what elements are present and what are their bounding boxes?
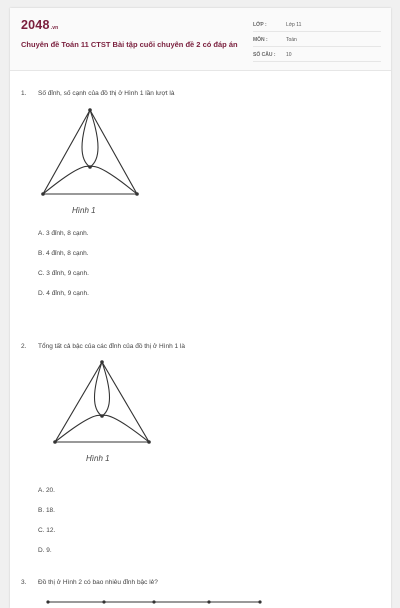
graph-figure-3-partial [44,594,264,608]
graph-vertex [102,600,105,603]
document-title: Chuyên đề Toán 11 CTST Bài tập cuối chuyên đề 2 có đáp án [21,40,238,49]
question-number: 1. [21,90,27,97]
answer-option[interactable]: D. 9. [38,547,52,554]
answer-option[interactable]: D. 4 đỉnh, 9 cạnh. [38,290,89,297]
worksheet-page [10,8,391,608]
graph-vertex [258,600,261,603]
answer-option[interactable]: B. 4 đỉnh, 8 cạnh. [38,250,89,257]
triangle-edges [55,362,149,442]
graph-vertex [46,600,49,603]
meta-value: Lớp 11 [286,22,302,28]
answer-option[interactable]: A. 20. [38,487,55,494]
meta-row-grade [253,18,381,32]
graph-vertex [135,192,139,196]
question-number: 3. [21,579,27,586]
figure-caption: Hình 1 [86,454,110,463]
meta-row-subject [253,33,381,47]
question-text: Đồ thị ở Hình 2 có bao nhiêu đỉnh bậc lẻ? [38,579,158,586]
lens-edges [82,110,98,167]
arc-edges [55,415,149,442]
graph-vertex [53,440,57,444]
meta-row-count [253,48,381,62]
graph-figure-2 [50,358,155,448]
figure-caption: Hình 1 [72,206,96,215]
arc-edges [43,166,137,194]
answer-option[interactable]: A. 3 đỉnh, 8 cạnh. [38,230,89,237]
answer-option[interactable]: C. 3 đỉnh, 9 cạnh. [38,270,89,277]
meta-key: SỐ CÂU : [253,52,276,58]
question-text: Số đỉnh, số cạnh của đồ thị ở Hình 1 lần lượt là [38,90,175,97]
site-logo[interactable]: 2048.vn [21,18,59,32]
answer-option[interactable]: B. 18. [38,507,55,514]
meta-value: 10 [286,52,292,58]
graph-vertex [147,440,151,444]
triangle-edges [43,110,137,194]
graph-vertex [152,600,155,603]
answer-option[interactable]: C. 12. [38,527,56,534]
graph-vertex [207,600,210,603]
graph-vertex [88,108,92,112]
graph-vertex [100,414,104,418]
meta-key: MÔN : [253,37,268,43]
question-number: 2. [21,343,27,350]
graph-vertex [88,165,92,169]
graph-figure-1 [38,106,143,200]
page-header [10,8,391,71]
meta-value: Toán [286,37,297,43]
question-text: Tổng tất cả bậc của các đỉnh của đồ thị ở Hình 1 là [38,343,185,350]
graph-vertex [100,360,104,364]
graph-vertex [41,192,45,196]
meta-key: LỚP : [253,22,267,28]
